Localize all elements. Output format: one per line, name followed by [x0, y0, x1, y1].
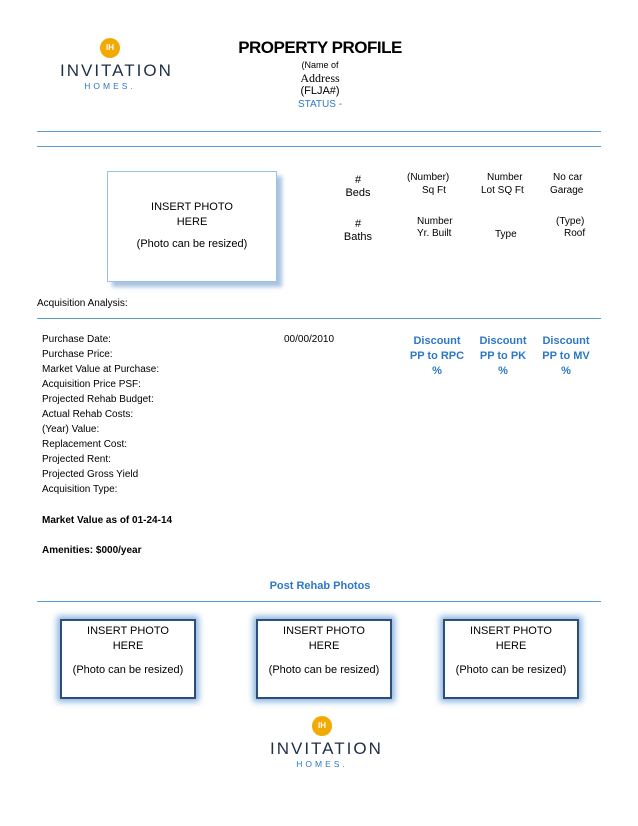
row-replacement-cost: Replacement Cost: — [42, 439, 128, 450]
page-title: PROPERTY PROFILE — [238, 38, 402, 57]
discount-rpc — [406, 334, 468, 379]
discount-pk-l3: % — [498, 365, 508, 377]
row-acquisition-type: Acquisition Type: — [42, 484, 118, 495]
logo-subtext: HOMES. — [84, 81, 136, 91]
logo-subtext: HOMES. — [296, 759, 348, 769]
post-rehab-photo-3[interactable] — [443, 619, 579, 699]
post-rehab-title: Post Rehab Photos — [269, 580, 371, 592]
photo-line3: (Photo can be resized) — [136, 238, 248, 250]
photo-line2: HERE — [308, 640, 340, 652]
beds-label: Beds — [345, 187, 371, 199]
name-of-label: (Name of — [301, 60, 339, 70]
amenities: Amenities: $000/year — [42, 545, 142, 556]
roof-label: Roof — [564, 228, 586, 239]
row-purchase-date: Purchase Date: — [42, 334, 111, 345]
lot-number: Number — [487, 172, 523, 183]
photo-line2: HERE — [176, 216, 208, 228]
discount-rpc-l1: Discount — [413, 335, 461, 347]
company-logo — [60, 38, 173, 91]
row-projected-rent: Projected Rent: — [42, 454, 111, 465]
photo-line1: INSERT PHOTO — [87, 625, 169, 637]
roof-type: (Type) — [556, 216, 585, 227]
purchase-date-value: 00/00/2010 — [284, 334, 335, 345]
photo-line1: INSERT PHOTO — [283, 625, 365, 637]
beds-hash: # — [354, 174, 362, 186]
baths-label: Baths — [343, 231, 373, 243]
row-market-value: Market Value at Purchase: — [42, 364, 160, 375]
flja-label: (FLJA#) — [300, 85, 340, 97]
main-photo-placeholder[interactable] — [107, 171, 277, 282]
divider — [37, 131, 601, 132]
post-rehab-photo-2[interactable] — [256, 619, 392, 699]
lot-label: Lot SQ Ft — [481, 185, 524, 196]
discount-pk-l2: PP to PK — [479, 350, 527, 362]
logo-wordmark: INVITATION — [60, 61, 173, 80]
address-label: Address — [300, 71, 340, 85]
yr-label: Yr. Built — [417, 228, 452, 239]
photo-line3: (Photo can be resized) — [72, 664, 184, 676]
row-price-psf: Acquisition Price PSF: — [42, 379, 141, 390]
photo-line2: HERE — [495, 640, 527, 652]
row-purchase-price: Purchase Price: — [42, 349, 113, 360]
divider — [37, 146, 601, 147]
row-rehab-budget: Projected Rehab Budget: — [42, 394, 154, 405]
discount-pk-l1: Discount — [479, 335, 527, 347]
divider — [37, 601, 601, 602]
logo-badge-icon: IH — [312, 716, 332, 736]
divider — [37, 318, 601, 319]
discount-mv-l1: Discount — [542, 335, 590, 347]
logo-wordmark: INVITATION — [270, 739, 383, 758]
photo-line3: (Photo can be resized) — [455, 664, 567, 676]
row-actual-rehab: Actual Rehab Costs: — [42, 409, 134, 420]
market-value-date: Market Value as of 01-24-14 — [42, 515, 173, 526]
discount-mv-l3: % — [561, 365, 571, 377]
yr-number: Number — [417, 216, 453, 227]
logo-badge-icon: IH — [100, 38, 120, 58]
photo-line2: HERE — [112, 640, 144, 652]
status-label: STATUS - — [297, 99, 343, 110]
garage-label: Garage — [550, 185, 584, 196]
photo-line1: INSERT PHOTO — [151, 201, 233, 213]
photo-line1: INSERT PHOTO — [470, 625, 552, 637]
post-rehab-photo-1[interactable] — [60, 619, 196, 699]
sqft-number: (Number) — [407, 172, 450, 183]
acquisition-rows — [42, 334, 159, 499]
row-year-value: (Year) Value: — [42, 424, 100, 435]
discount-mv-l2: PP to MV — [542, 350, 590, 362]
type-label: Type — [495, 229, 517, 240]
discount-rpc-l2: PP to RPC — [409, 350, 465, 362]
baths-hash: # — [354, 218, 362, 230]
acquisition-heading: Acquisition Analysis: — [37, 298, 128, 309]
discount-rpc-l3: % — [432, 365, 442, 377]
discount-mv — [535, 334, 597, 379]
sqft-label: Sq Ft — [422, 185, 446, 196]
photo-line3: (Photo can be resized) — [268, 664, 380, 676]
row-gross-yield: Projected Gross Yield — [42, 469, 139, 480]
discount-pk — [472, 334, 534, 379]
garage-number: No car — [553, 172, 583, 183]
company-logo-footer — [270, 716, 383, 769]
